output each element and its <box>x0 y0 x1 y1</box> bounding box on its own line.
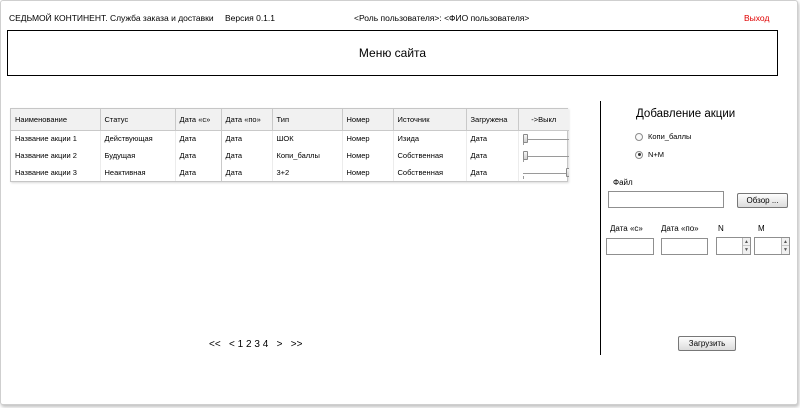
promo-date-from: Дата <box>175 164 221 181</box>
page-link[interactable]: 1 <box>237 339 244 350</box>
column-header[interactable]: Тип <box>272 109 342 130</box>
radio-kopi-bally[interactable] <box>635 132 691 141</box>
radio-label: Копи_баллы <box>648 132 692 141</box>
promo-type: Копи_баллы <box>272 147 342 164</box>
column-header[interactable]: ->Выкл <box>518 109 569 130</box>
promo-date-to: Дата <box>221 130 272 147</box>
promo-number: Номер <box>342 164 393 181</box>
page-link[interactable]: 3 <box>254 339 260 350</box>
prev-page-link[interactable]: < <box>229 339 235 350</box>
file-label: Файл <box>613 178 633 187</box>
file-path-input[interactable] <box>608 191 724 208</box>
toggle-cell <box>518 130 569 147</box>
column-header[interactable]: Дата «по» <box>221 109 272 130</box>
user-info: <Роль пользователя>: <ФИО пользователя> <box>354 13 530 23</box>
promo-loaded: Дата <box>466 130 518 147</box>
top-bar <box>9 13 800 25</box>
toggle-cell <box>518 147 569 164</box>
promo-type: ШОК <box>272 130 342 147</box>
table-row[interactable] <box>11 147 569 164</box>
promotions-table <box>10 108 568 182</box>
promo-date-to: Дата <box>221 164 272 181</box>
panel-divider <box>600 101 601 355</box>
promo-name: Название акции 3 <box>11 164 100 181</box>
toggle-cell <box>518 164 569 181</box>
radio-button[interactable] <box>635 151 643 159</box>
add-promo-title: Добавление акции <box>636 108 736 120</box>
on-off-slider[interactable] <box>523 133 570 145</box>
promo-name: Название акции 1 <box>11 130 100 147</box>
table-row[interactable] <box>11 130 569 147</box>
first-page-link[interactable]: << <box>209 339 221 350</box>
chevron-down-icon[interactable]: ▼ <box>744 247 749 253</box>
date-from-label: Дата «с» <box>610 224 643 233</box>
next-page-link[interactable]: > <box>276 339 283 350</box>
on-off-slider[interactable] <box>523 150 570 162</box>
column-header[interactable]: Загружена <box>466 109 518 130</box>
promo-number: Номер <box>342 130 393 147</box>
column-header[interactable]: Номер <box>342 109 393 130</box>
table-row[interactable] <box>11 164 569 181</box>
browse-button[interactable]: Обзор ... <box>737 193 788 208</box>
promo-status: Действующая <box>100 130 175 147</box>
site-menu-label: Меню сайта <box>358 46 427 60</box>
m-stepper[interactable] <box>754 237 790 255</box>
app-title: СЕДЬМОЙ КОНТИНЕНТ. Служба заказа и доставки <box>9 13 214 23</box>
last-page-link[interactable]: >> <box>290 339 303 350</box>
logout-link[interactable]: Выход <box>744 13 770 23</box>
page-link[interactable]: 4 <box>262 339 269 350</box>
date-to-input[interactable] <box>661 238 708 255</box>
n-stepper[interactable] <box>716 237 751 255</box>
page-link[interactable]: 2 <box>246 339 252 350</box>
column-header[interactable]: Источник <box>393 109 466 130</box>
table-header-row <box>11 109 569 130</box>
chevron-up-icon[interactable]: ▲ <box>744 239 749 245</box>
promo-date-to: Дата <box>221 147 272 164</box>
version-label: Версия 0.1.1 <box>225 13 275 23</box>
stepper-arrows <box>781 238 789 254</box>
slider-knob[interactable] <box>523 151 528 160</box>
promo-loaded: Дата <box>466 164 518 181</box>
promo-number: Номер <box>342 147 393 164</box>
n-label: N <box>718 224 724 233</box>
promo-name: Название акции 2 <box>11 147 100 164</box>
radio-label: N+M <box>648 150 665 159</box>
upload-button[interactable]: Загрузить <box>678 336 736 351</box>
pagination <box>209 339 302 350</box>
radio-n-plus-m[interactable] <box>635 150 664 159</box>
slider-track <box>523 156 570 157</box>
slider-knob[interactable] <box>566 168 570 177</box>
m-label: M <box>758 224 765 233</box>
column-header[interactable]: Дата «с» <box>175 109 221 130</box>
promo-status: Неактивная <box>100 164 175 181</box>
column-header[interactable]: Наименование <box>11 109 100 130</box>
promo-type: 3+2 <box>272 164 342 181</box>
promo-date-from: Дата <box>175 130 221 147</box>
promo-status: Будущая <box>100 147 175 164</box>
radio-button[interactable] <box>635 133 643 141</box>
stepper-arrows <box>742 238 750 254</box>
site-menu[interactable] <box>7 30 778 76</box>
slider-knob[interactable] <box>523 134 528 143</box>
promo-source: Собственная <box>393 164 466 181</box>
slider-track <box>523 173 570 174</box>
chevron-down-icon[interactable]: ▼ <box>783 247 788 253</box>
promo-date-from: Дата <box>175 147 221 164</box>
chevron-up-icon[interactable]: ▲ <box>783 239 788 245</box>
column-header[interactable]: Статус <box>100 109 175 130</box>
promo-loaded: Дата <box>466 147 518 164</box>
promo-source: Изида <box>393 130 466 147</box>
date-from-input[interactable] <box>606 238 654 255</box>
slider-tick <box>523 176 524 179</box>
promo-source: Собственная <box>393 147 466 164</box>
date-to-label: Дата «по» <box>661 224 699 233</box>
on-off-slider[interactable] <box>523 167 570 179</box>
slider-track <box>523 139 570 140</box>
